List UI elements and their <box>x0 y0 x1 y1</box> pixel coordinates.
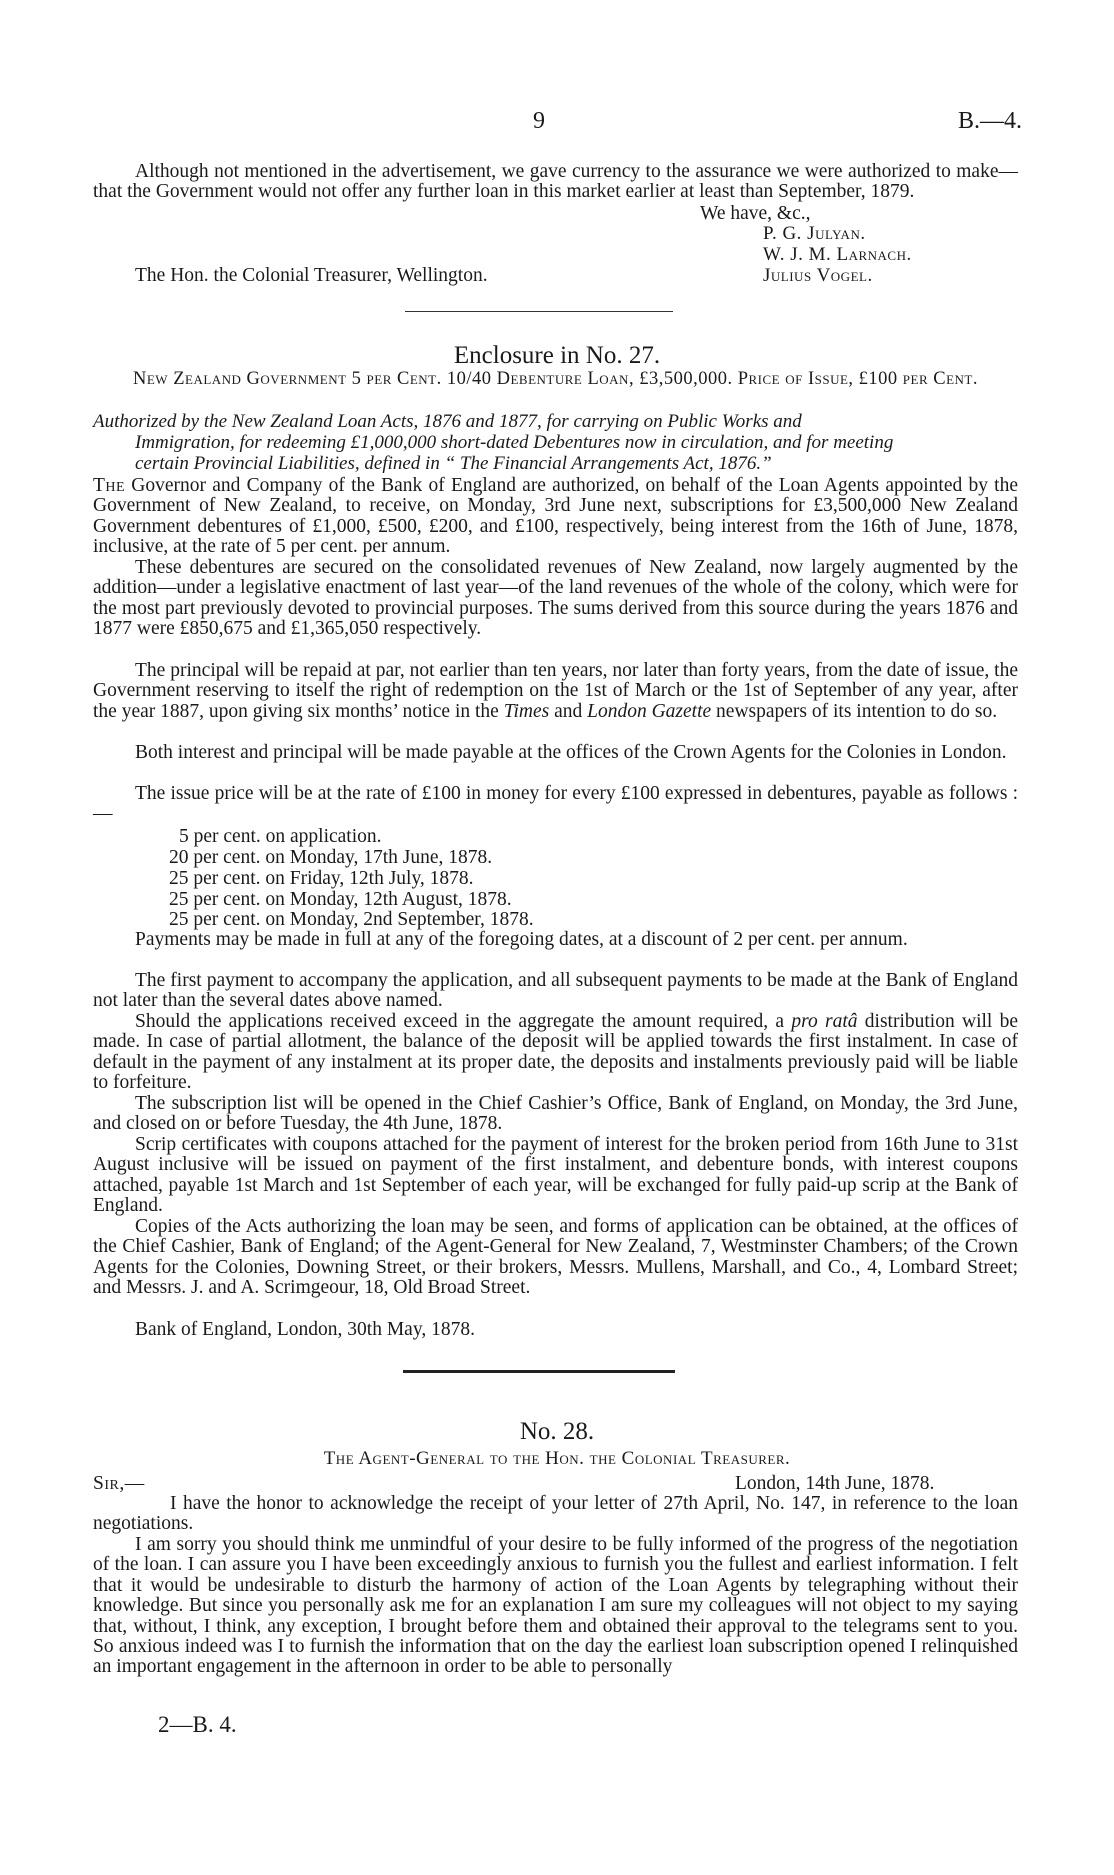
enclosure-p1-lead: The <box>93 475 126 496</box>
p3-text-b: newspapers of its intention to do so. <box>716 700 998 722</box>
signatory-2: W. J. M. Larnach. <box>763 244 912 265</box>
enclosure-paragraph-5: The issue price will be at the rate of £100 in money for every £100 expressed in debentures, payable as follows :— <box>93 783 1018 825</box>
enclosure-subtitle: New Zealand Government 5 per Cent. 10/40 Debenture Loan, £3,500,000. Price of Issue, £100 per Cent. <box>133 369 978 389</box>
authority-line-2: Immigration, for redeeming £1,000,000 short-dated Debentures now in circulation, and for meeting <box>135 432 894 453</box>
payment-item-3: 25 per cent. on Friday, 12th July, 1878. <box>169 868 474 889</box>
p8-text-a: Should the applications received exceed in the aggregate the amount required, a <box>135 1011 785 1032</box>
signatory-1: P. G. Julyan. <box>763 223 866 244</box>
salutation: Sir,— <box>93 1473 145 1494</box>
letter-addressee: The Hon. the Colonial Treasurer, Wellington. <box>135 265 488 286</box>
signatory-3: Julius Vogel. <box>763 265 873 286</box>
enclosure-authority <box>93 411 1018 474</box>
p3-text-a: The principal will be repaid at par, not earlier than ten years, nor later than forty years, from the date of issue, the Government reserving to itself the right of redemption on the 1st of March or the 1st of September of any year, after the year 1887, upon giving six months’ notice in the <box>93 660 1018 722</box>
p8-prorata: pro ratâ <box>791 1011 858 1032</box>
section-divider-thick <box>403 1370 675 1373</box>
place-date: London, 14th June, 1878. <box>735 1473 935 1494</box>
letter-paragraph-2: I am sorry you should think me unmindful of your desire to be fully informed of the progress of the negotiation of the loan. I can assure you I have been exceedingly anxious to furnish you the fullest and earliest information. I felt that it would be undesirable to disturb the harmony of action of the Loan Agents by telegraphing without their knowledge. But since you personally ask me for an explanation I am sure my colleagues will not object to my saying that, without, I think, any exception, I brought before them and obtained their approval to the telegrams sent to you. So anxious indeed was I to furnish the information that on the day the earliest loan subscription opened I relinquished an important engagement in the afternoon in order to be able to personally <box>93 1534 1018 1678</box>
p8-text-b: distribution will be made. In case of partial allotment, the balance of the deposit will be applied towards the first instalment. In case of default in the payment of any instalment at its proper date, the deposits and instalments previously paid will be liable to forfeiture. <box>93 1011 1019 1094</box>
enclosure-paragraph-4: Both interest and principal will be made payable at the offices of the Crown Agents for the Colonies in London. <box>135 742 1007 763</box>
enclosure-paragraph-2: These debentures are secured on the consolidated revenues of New Zealand, now largely augmented by the addition—under a legislative enactment of last year—of the land revenues of the whole of the colony, which were for the most part previously devoted to provincial purposes. The sums derived from this source during the years 1876 and 1877 were £850,675 and £1,365,050 respectively. <box>93 557 1018 640</box>
enclosure-paragraph-1 <box>93 476 1018 558</box>
enclosure-title: Enclosure in No. 27. <box>453 342 661 369</box>
enclosure-paragraph-11: Copies of the Acts authorizing the loan may be seen, and forms of application can be obtained, at the offices of the Chief Cashier, Bank of England; of the Agent-General for New Zealand, 7, Westminster Chambers; of the Crown Agents for the Colonies, Downing Street, or their brokers, Messrs. Mullens, Marshall, and Co., 4, Lombard Street; and Messrs. J. and A. Scrimgeour, 18, Old Broad Street. <box>93 1216 1018 1299</box>
payment-item-2: 20 per cent. on Monday, 17th June, 1878. <box>169 847 493 868</box>
letter-heading: The Agent-General to the Hon. the Colonial Treasurer. <box>323 1448 791 1469</box>
enclosure-paragraph-10: Scrip certificates with coupons attached for the payment of interest for the broken period from 16th June to 31st August inclusive will be issued on payment of the first instalment, and debenture bonds, with interest coupons attached, payable 1st March and 1st September of each year, will be exchanged for fully paid-up scrip at the Bank of England. <box>93 1134 1018 1217</box>
p3-and: and <box>554 700 583 722</box>
authority-line-3: certain Provincial Liabilities, defined in “ The Financial Arrangements Act, 1876.” <box>135 453 772 474</box>
enclosure-paragraph-6: Payments may be made in full at any of the foregoing dates, at a discount of 2 per cent. per annum. <box>135 929 908 950</box>
document-code: B.—4. <box>958 108 1023 134</box>
letter-paragraph: Although not mentioned in the advertisement, we gave currency to the assurance we were authorized to make—that the Government would not offer any further loan in this market earlier at least than September, 1879. <box>93 161 1018 203</box>
letter-paragraph-1: I have the honor to acknowledge the receipt of your letter of 27th April, No. 147, in reference to the loan negotiations. <box>93 1493 1018 1535</box>
enclosure-paragraph-9: The subscription list will be opened in the Chief Cashier’s Office, Bank of England, on Monday, the 3rd June, and closed on or before Tuesday, the 4th June, 1878. <box>93 1093 1018 1135</box>
enclosure-paragraph-8 <box>93 1012 1018 1094</box>
enclosure-paragraph-7: The first payment to accompany the application, and all subsequent payments to be made at the Bank of England not later than the several dates above named. <box>93 970 1018 1012</box>
section-divider <box>405 311 673 312</box>
signature-mark: 2—B. 4. <box>158 1712 237 1737</box>
payment-item-1: 5 per cent. on application. <box>179 826 382 847</box>
enclosure-paragraph-3 <box>93 661 1018 722</box>
p3-times: Times <box>503 700 550 722</box>
payment-item-4: 25 per cent. on Monday, 12th August, 1878. <box>169 889 512 910</box>
payment-item-5: 25 per cent. on Monday, 2nd September, 1878. <box>169 909 534 930</box>
letter-closing: We have, &c., <box>700 203 811 224</box>
enclosure-paragraph-12: Bank of England, London, 30th May, 1878. <box>135 1319 475 1340</box>
p3-gazette: London Gazette <box>587 700 712 722</box>
authority-line-1: Authorized by the New Zealand Loan Acts, 1876 and 1877, for carrying on Public Works and <box>93 411 802 432</box>
enclosure-p1-text: Governor and Company of the Bank of England are authorized, on behalf of the Loan Agents appointed by the Government of New Zealand, to receive, on Monday, 3rd June next, subscriptions for £3,500,000 New Zealand Government debentures of £1,000, £500, £200, and £100, respectively, being interest from the 16th of June, 1878, inclusive, at the rate of 5 per cent. per annum. <box>93 475 1018 558</box>
page-number: 9 <box>533 108 545 134</box>
letter-number: No. 28. <box>519 1418 595 1445</box>
